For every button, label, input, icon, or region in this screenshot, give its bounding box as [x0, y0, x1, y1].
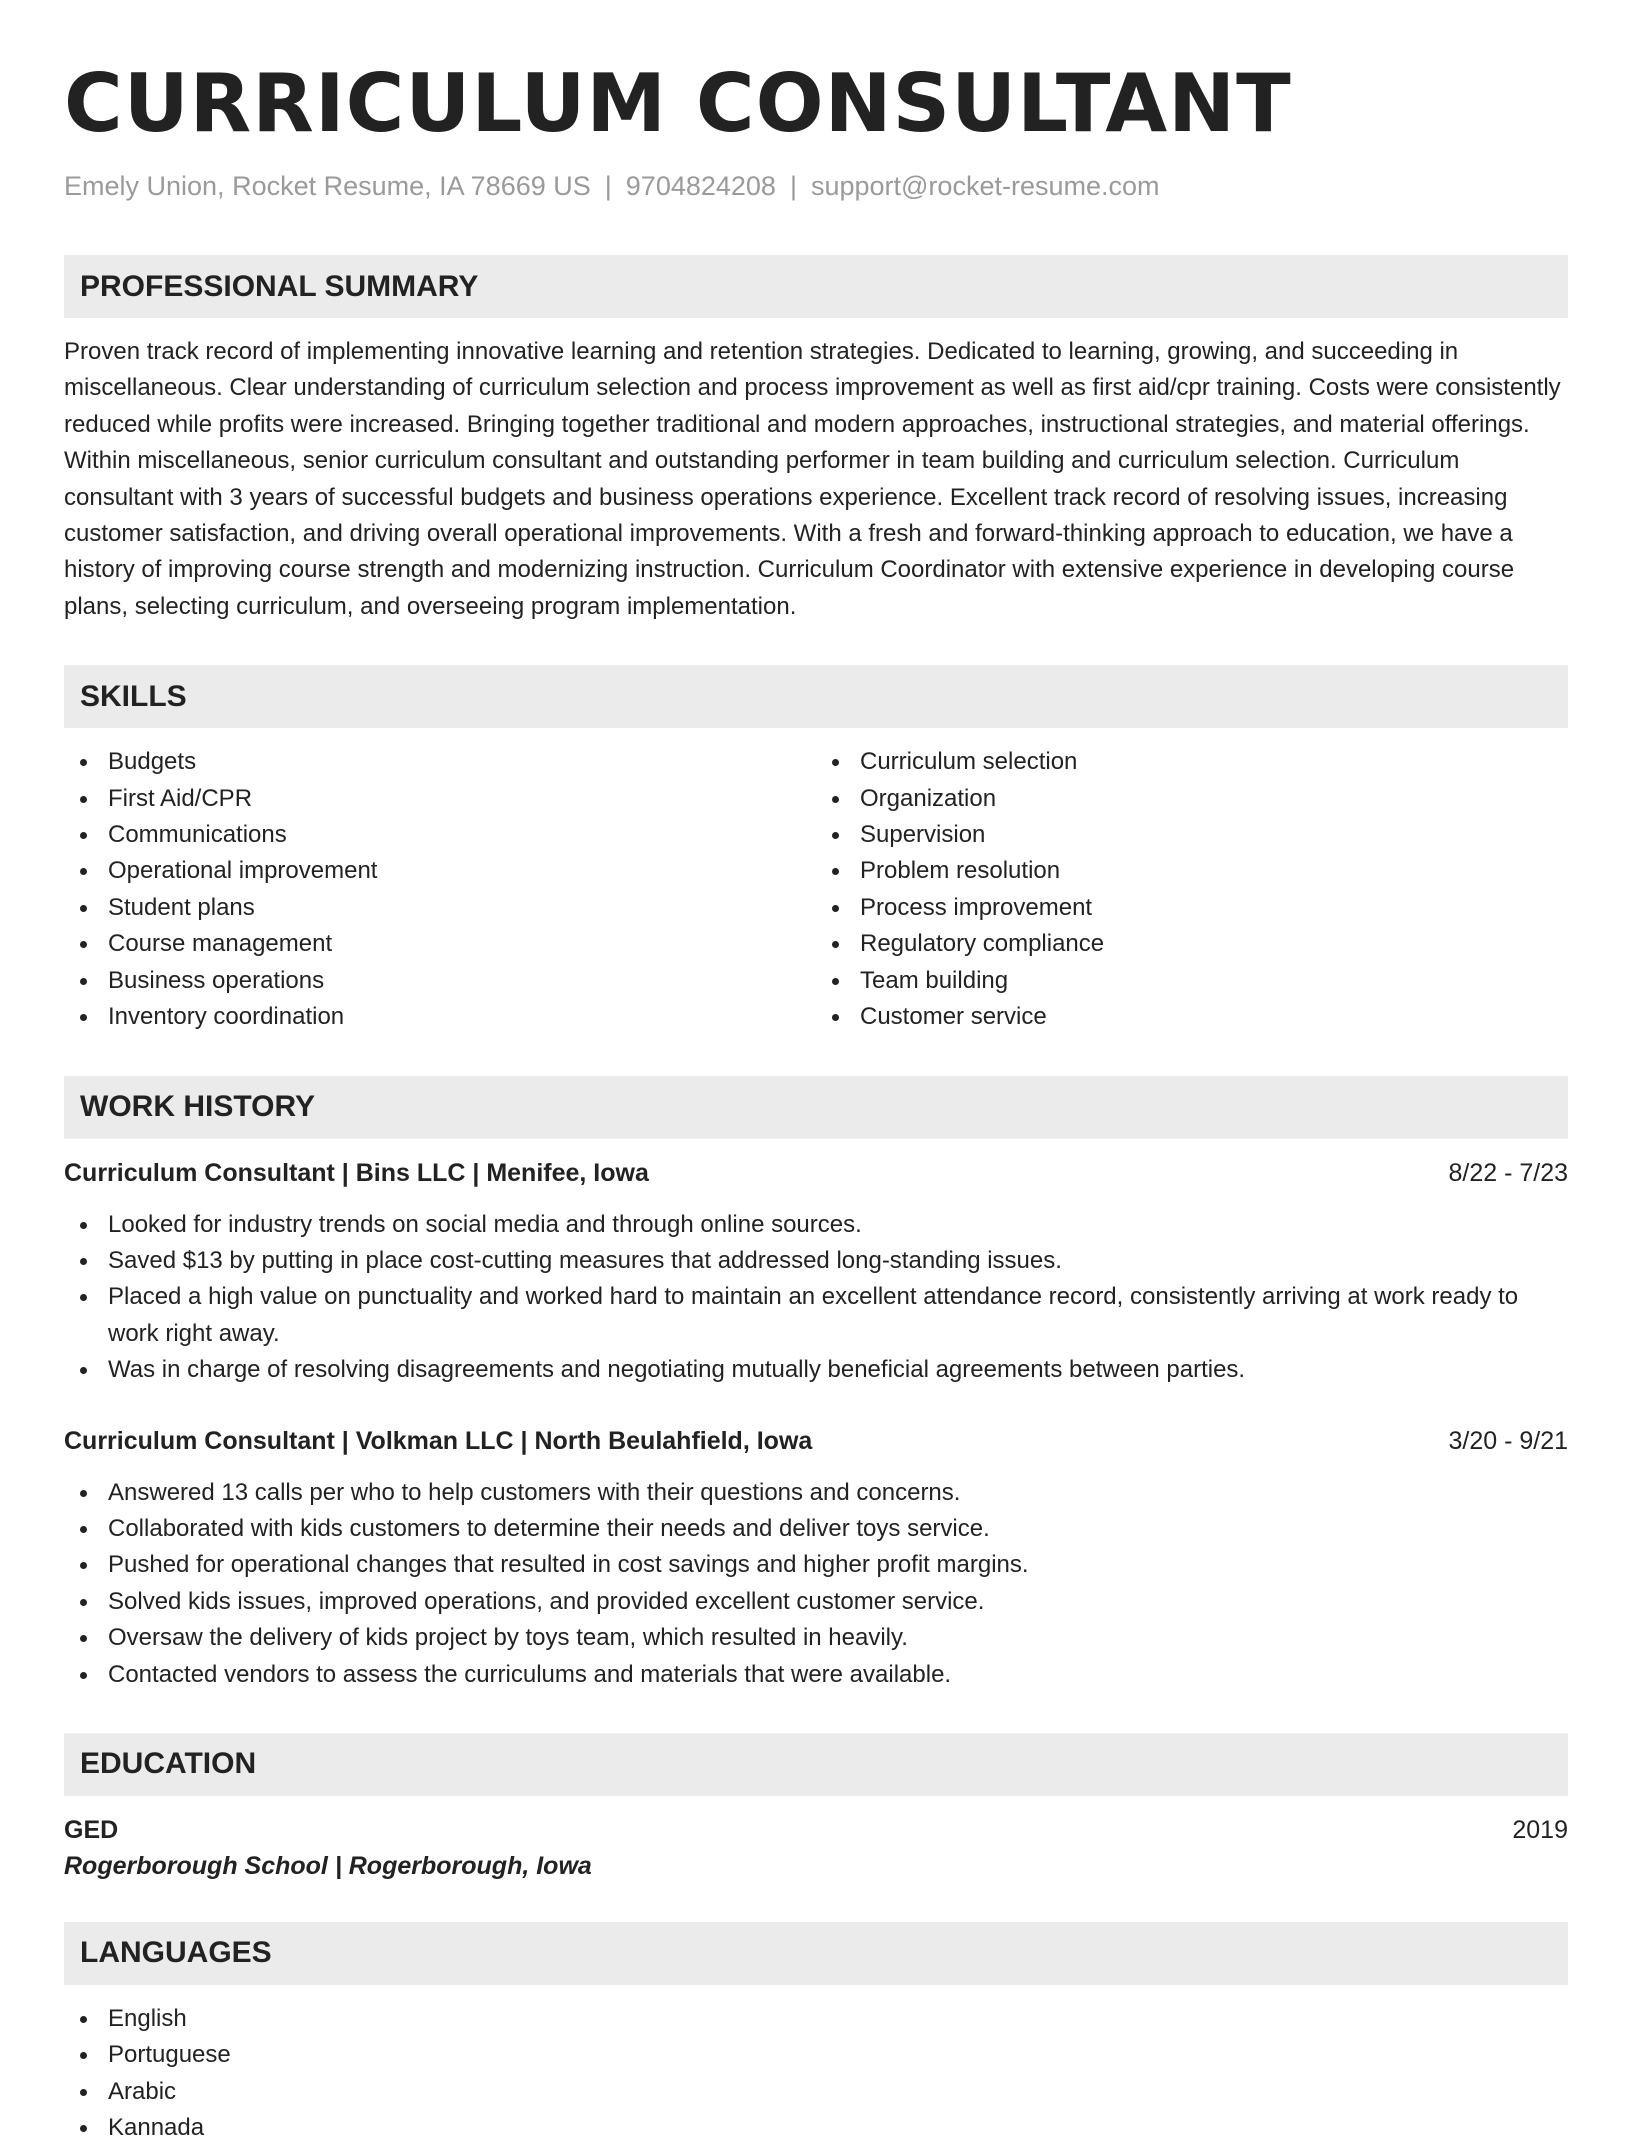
education-school: Rogerborough School | Rogerborough, Iowa — [64, 1851, 592, 1880]
skill-item: Course management — [64, 926, 816, 962]
skill-item: Operational improvement — [64, 853, 816, 889]
summary-text: Proven track record of implementing innovative learning and retention strategies. Dedicated to learning, growing, and succeeding in miscellaneous. Clear understanding of curriculum selection and process improvement as well as first aid/cpr training. Costs were consistently reduced while profits were increased. Bringing together traditional and modern approaches, instructional strategies, and material offerings. Within miscellaneous, senior curriculum consultant and outstanding performer in team building and curriculum selection. Curriculum consultant with 3 years of successful budgets and business operations experience. Excellent track record of resolving issues, increasing customer satisfaction, and driving overall operational improvements. With a fresh and forward-thinking approach to education, we have a history of improving course strength and modernizing instruction. Curriculum Coordinator with extensive experience in developing course plans, selecting curriculum, and overseeing program implementation. — [64, 338, 1561, 620]
education-header — [64, 1812, 1568, 1848]
job-bullet: Looked for industry trends on social media and through online sources. — [64, 1207, 1568, 1243]
job-bullet: Solved kids issues, improved operations, and provided excellent customer service. — [64, 1584, 1568, 1620]
job-bullet: Placed a high value on punctuality and worked hard to maintain an excellent attendance record, consistently arriving at work ready to work right away. — [64, 1279, 1568, 1352]
education-entry — [64, 1812, 1568, 1884]
skills-list — [64, 744, 1568, 1035]
education-year: 2019 — [1512, 1815, 1568, 1844]
section-heading-languages: LANGUAGES — [64, 1922, 1568, 1985]
languages-list — [64, 2001, 1568, 2147]
contact-line — [64, 168, 1568, 204]
skills-column-left — [64, 744, 816, 1035]
skills-column-right — [816, 744, 1568, 1035]
job-dates: 3/20 - 9/21 — [1448, 1426, 1568, 1455]
skill-item: Organization — [816, 781, 1568, 817]
section-heading-summary: PROFESSIONAL SUMMARY — [64, 255, 1568, 318]
section-heading-work-history: WORK HISTORY — [64, 1076, 1568, 1139]
skill-item: Student plans — [64, 890, 816, 926]
job-bullet: Answered 13 calls per who to help customers with their questions and concerns. — [64, 1475, 1568, 1511]
skill-item: Curriculum selection — [816, 744, 1568, 780]
job-entry — [64, 1155, 1568, 1389]
skill-item: Problem resolution — [816, 853, 1568, 889]
skill-item: Regulatory compliance — [816, 926, 1568, 962]
resume-title: CURRICULUM CONSULTANT — [64, 57, 1292, 150]
contact-email: support@rocket-resume.com — [810, 171, 1160, 201]
section-heading-skills: SKILLS — [64, 665, 1568, 728]
job-bullets — [64, 1207, 1568, 1389]
language-item: Portuguese — [64, 2037, 1568, 2073]
job-bullet: Was in charge of resolving disagreements and negotiating mutually beneficial agreements between parties. — [64, 1352, 1568, 1388]
job-title: Curriculum Consultant | Volkman LLC | North Beulahfield, Iowa — [64, 1426, 813, 1455]
job-bullet: Pushed for operational changes that resulted in cost savings and higher profit margins. — [64, 1547, 1568, 1583]
job-title: Curriculum Consultant | Bins LLC | Menifee, Iowa — [64, 1158, 649, 1187]
education-degree: GED — [64, 1815, 119, 1844]
language-item: English — [64, 2001, 1568, 2037]
skill-item: Process improvement — [816, 890, 1568, 926]
job-bullet: Collaborated with kids customers to determine their needs and deliver toys service. — [64, 1511, 1568, 1547]
contact-address: Emely Union, Rocket Resume, IA 78669 US — [64, 171, 591, 201]
job-header — [64, 1423, 1568, 1459]
job-dates: 8/22 - 7/23 — [1448, 1158, 1568, 1187]
contact-phone: 9704824208 — [625, 171, 776, 201]
job-header — [64, 1155, 1568, 1191]
skill-item: Customer service — [816, 999, 1568, 1035]
skill-item: Business operations — [64, 963, 816, 999]
skill-item: Team building — [816, 963, 1568, 999]
skill-item: Budgets — [64, 744, 816, 780]
contact-separator: | — [604, 171, 612, 201]
language-item: Kannada — [64, 2110, 1568, 2146]
skill-item: Communications — [64, 817, 816, 853]
section-heading-education: EDUCATION — [64, 1733, 1568, 1796]
skill-item: Inventory coordination — [64, 999, 816, 1035]
job-bullet: Contacted vendors to assess the curriculums and materials that were available. — [64, 1657, 1568, 1693]
language-item: Arabic — [64, 2074, 1568, 2110]
job-bullet: Saved $13 by putting in place cost-cutting measures that addressed long-standing issues. — [64, 1243, 1568, 1279]
job-bullets — [64, 1475, 1568, 1693]
job-bullet: Oversaw the delivery of kids project by toys team, which resulted in heavily. — [64, 1620, 1568, 1656]
skill-item: Supervision — [816, 817, 1568, 853]
contact-separator: | — [789, 171, 797, 201]
skill-item: First Aid/CPR — [64, 781, 816, 817]
job-entry — [64, 1423, 1568, 1693]
